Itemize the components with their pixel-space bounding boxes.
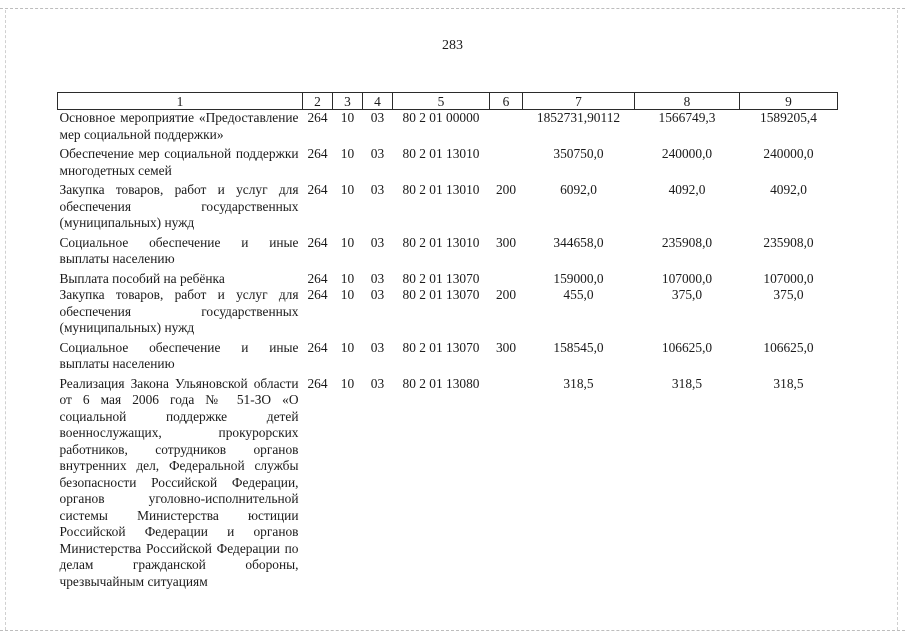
table-row (58, 110, 838, 144)
cell-target-article: 80 2 01 13070 (402, 339, 480, 355)
cell-amount-7: 1852731,90112 (536, 110, 621, 125)
cell-amount-8: 235908,0 (661, 234, 713, 250)
table-row (58, 340, 838, 373)
cell-section: 10 (340, 287, 355, 302)
page-number: 283 (442, 38, 463, 53)
column-header: 5 (393, 93, 490, 110)
cell-subsection: 03 (370, 234, 385, 250)
cell-ministry: 264 (307, 339, 328, 355)
cell-subsection: 03 (370, 287, 385, 302)
column-header: 7 (523, 93, 635, 110)
column-header: 8 (635, 93, 740, 110)
row-name: Обеспечение мер социальной поддержки многодетных семей (59, 146, 299, 178)
cell-ministry: 264 (307, 375, 328, 391)
cell-target-article: 80 2 01 13010 (402, 182, 480, 197)
cell-amount-9: 4092,0 (770, 182, 807, 197)
column-header: 6 (490, 93, 523, 110)
table-row (58, 271, 838, 288)
scan-edge-top (0, 8, 905, 9)
cell-expense-type (490, 271, 523, 288)
cell-ministry: 264 (307, 234, 328, 250)
table-row (58, 146, 838, 179)
scan-edge-right (897, 10, 898, 630)
cell-ministry: 264 (307, 182, 328, 197)
cell-ministry: 264 (307, 270, 328, 286)
cell-target-article: 80 2 01 13070 (402, 287, 480, 302)
cell-amount-9: 107000,0 (763, 270, 814, 286)
cell-amount-9: 106625,0 (763, 339, 814, 355)
row-name: Выплата пособий на ребёнка (59, 270, 225, 286)
cell-amount-8: 240000,0 (661, 146, 713, 161)
cell-subsection: 03 (370, 270, 385, 286)
row-name: Реализация Закона Ульяновской области от 6 мая 2006 года № 51-ЗО «О социальной поддержке детей военнослужащих, прокурорских работников, сотрудников органов внутренних дел, Федеральной службы безопасности Российской Федерации, органов уголовно-исполнительной системы Министерства юстиции Российской Федерации и органов Министерства Российской Федерации по делам гражданской обороны, чрезвычайным ситуациям (59, 375, 299, 589)
column-header: 9 (740, 93, 838, 110)
cell-section: 10 (340, 339, 355, 355)
column-header: 4 (363, 93, 393, 110)
cell-section: 10 (340, 234, 355, 250)
cell-amount-7: 159000,0 (553, 270, 604, 286)
cell-amount-7: 6092,0 (560, 182, 597, 197)
cell-ministry: 264 (307, 110, 328, 125)
table-row (58, 287, 838, 337)
cell-expense-type (490, 376, 523, 591)
cell-subsection: 03 (370, 182, 385, 197)
cell-ministry: 264 (307, 287, 328, 302)
cell-target-article: 80 2 01 13010 (402, 146, 480, 161)
cell-subsection: 03 (370, 375, 385, 391)
row-name: Социальное обеспечение и иные выплаты населению (59, 234, 299, 266)
cell-amount-9: 318,5 (773, 375, 804, 391)
column-header: 3 (333, 93, 363, 110)
row-name: Основное мероприятие «Предоставление мер социальной поддержки» (59, 110, 299, 142)
cell-amount-8: 107000,0 (661, 270, 713, 286)
cell-amount-8: 1566749,3 (658, 110, 716, 125)
cell-amount-7: 455,0 (563, 287, 594, 302)
table-row (58, 235, 838, 268)
cell-expense-type: 300 (495, 234, 517, 250)
cell-expense-type (490, 110, 523, 144)
cell-expense-type: 200 (495, 287, 517, 302)
cell-target-article: 80 2 01 13070 (402, 270, 480, 286)
cell-expense-type: 300 (495, 339, 517, 355)
cell-amount-9: 375,0 (773, 287, 804, 302)
cell-amount-7: 318,5 (563, 375, 594, 391)
cell-amount-9: 240000,0 (763, 146, 814, 161)
cell-target-article: 80 2 01 13080 (402, 375, 480, 391)
cell-section: 10 (340, 146, 355, 161)
cell-subsection: 03 (370, 146, 385, 161)
cell-amount-8: 4092,0 (668, 182, 706, 197)
table-row (58, 376, 838, 591)
cell-amount-7: 344658,0 (553, 234, 604, 250)
cell-section: 10 (340, 270, 355, 286)
cell-expense-type: 200 (495, 182, 517, 197)
cell-amount-8: 106625,0 (661, 339, 713, 355)
cell-ministry: 264 (307, 146, 328, 161)
cell-subsection: 03 (370, 110, 385, 125)
cell-expense-type (490, 146, 523, 179)
cell-amount-9: 235908,0 (763, 234, 814, 250)
cell-amount-8: 375,0 (671, 287, 703, 302)
row-name: Закупка товаров, работ и услуг для обеспечения государственных (муниципальных) нужд (59, 287, 299, 335)
table-header-row (58, 93, 838, 110)
table-row (58, 182, 838, 232)
cell-section: 10 (340, 110, 355, 125)
column-header: 2 (303, 93, 333, 110)
cell-amount-7: 350750,0 (553, 146, 604, 161)
cell-section: 10 (340, 375, 355, 391)
column-header: 1 (58, 93, 303, 110)
cell-amount-7: 158545,0 (553, 339, 604, 355)
row-name: Закупка товаров, работ и услуг для обеспечения государственных (муниципальных) нужд (59, 182, 299, 230)
scan-edge-left (5, 10, 6, 630)
cell-target-article: 80 2 01 13010 (402, 234, 480, 250)
row-name: Социальное обеспечение и иные выплаты населению (59, 339, 299, 371)
budget-table (57, 92, 838, 590)
cell-section: 10 (340, 182, 355, 197)
scan-edge-bottom (0, 630, 905, 631)
cell-amount-9: 1589205,4 (760, 110, 817, 125)
cell-target-article: 80 2 01 00000 (402, 110, 480, 125)
cell-amount-8: 318,5 (671, 375, 703, 391)
cell-subsection: 03 (370, 339, 385, 355)
